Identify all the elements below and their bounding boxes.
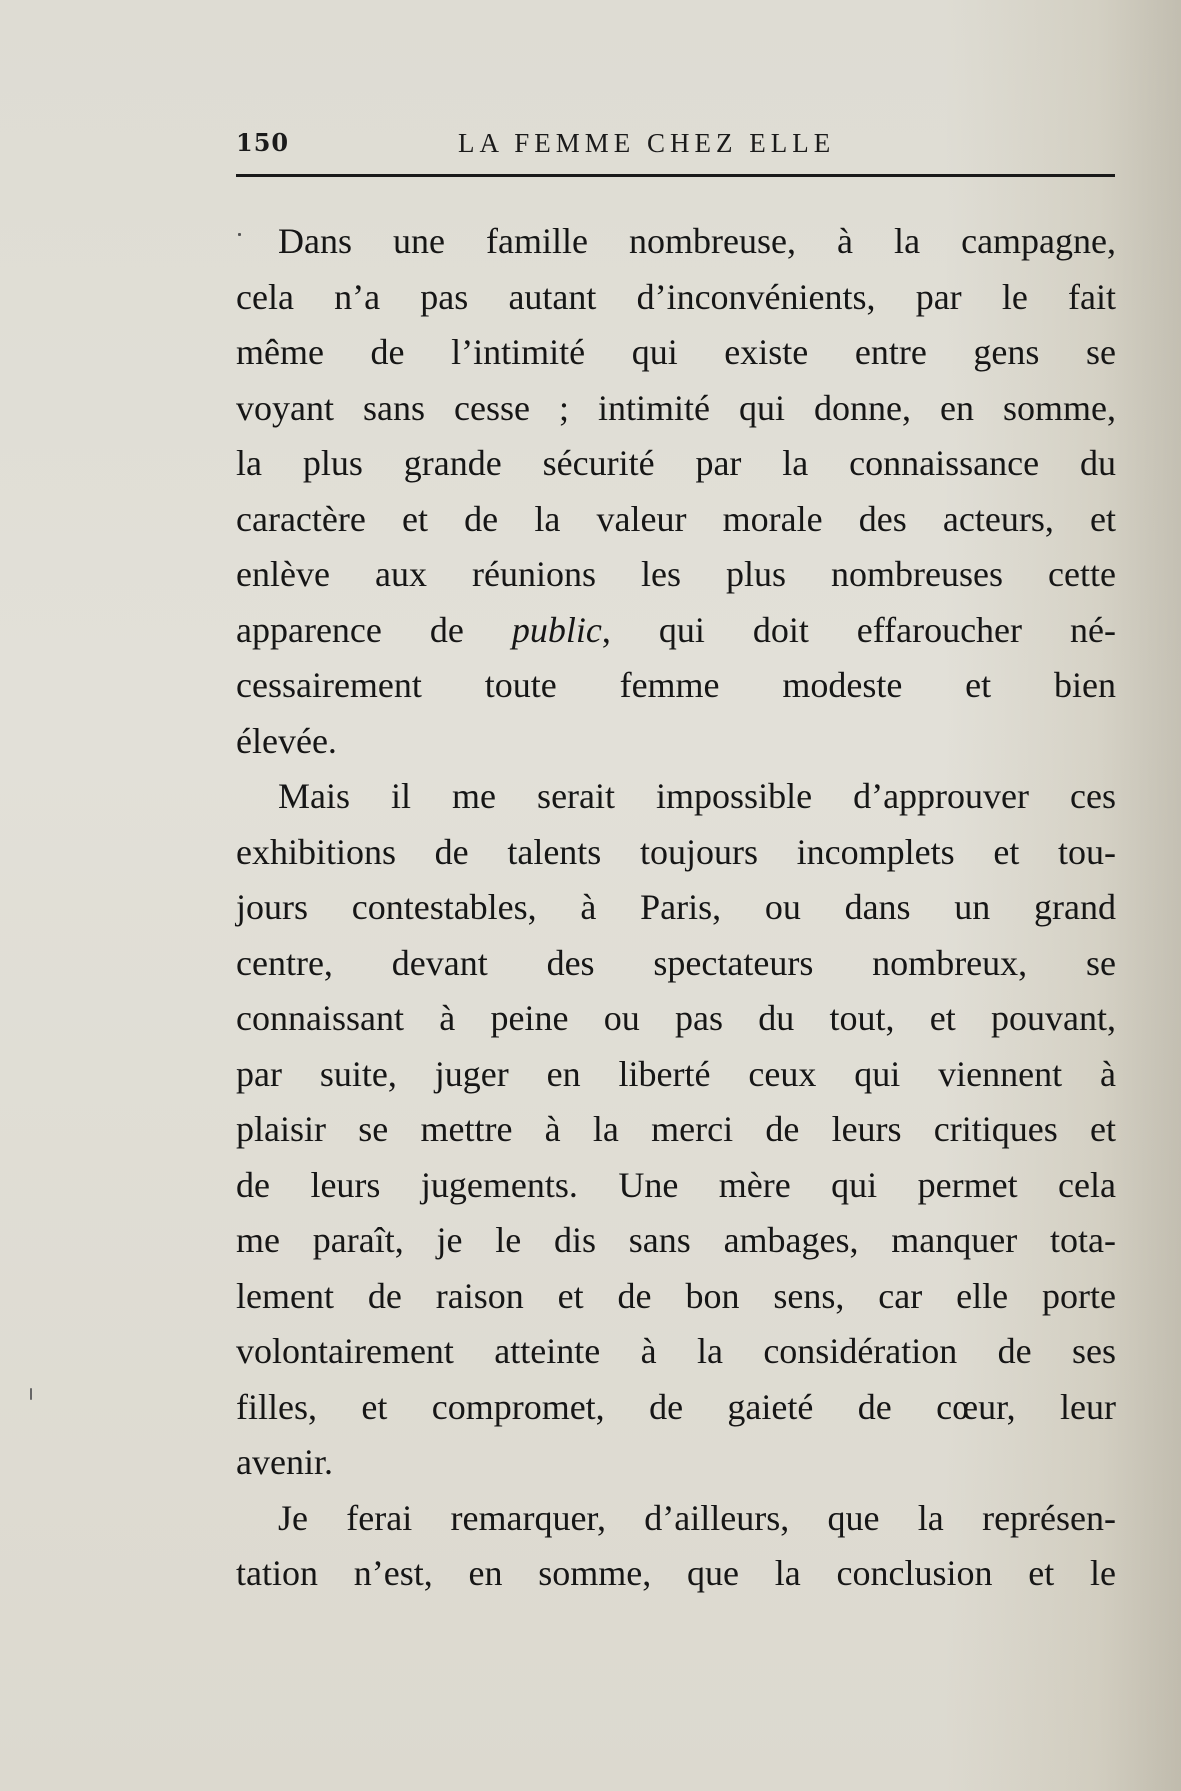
text-line: lement de raison et de bon sens, car elle porte (236, 1275, 1116, 1316)
text-line: connaissant à peine ou pas du tout, et pouvant, (236, 998, 1116, 1038)
text-line: Je ferai remarquer, d’ailleurs, que la représen- (278, 1497, 1116, 1538)
text-line: Mais il me serait impossible d’approuver ces (278, 776, 1116, 816)
text-line: volontairement atteinte à la considération de ses (236, 1331, 1116, 1371)
text-line: même de l’intimité qui existe entre gens se (236, 332, 1116, 372)
text-segment: apparence de (236, 609, 512, 650)
ink-speck (238, 233, 241, 236)
text-line: de leurs jugements. Une mère qui permet cela (236, 1164, 1116, 1205)
text-line: la plus grande sécurité par la connaissance du (236, 443, 1116, 483)
text-line: jours contestables, à Paris, ou dans un grand (236, 887, 1116, 927)
text-line: exhibitions de talents toujours incomplets et tou- (236, 831, 1116, 872)
header-rule (236, 174, 1115, 177)
text-line: filles, et compromet, de gaieté de cœur, leur (236, 1386, 1116, 1427)
running-head (236, 124, 1116, 164)
italic-word: public (511, 609, 602, 650)
text-line: par suite, juger en liberté ceux qui viennent à (236, 1053, 1116, 1094)
text-line: avenir. (236, 1442, 333, 1482)
text-line: enlève aux réunions les plus nombreuses cette (236, 554, 1116, 594)
body-text (236, 214, 1116, 1602)
text-line: me paraît, je le dis sans ambages, manquer tota- (236, 1220, 1116, 1260)
text-segment: , qui doit effaroucher né- (601, 609, 1116, 650)
text-line: cela n’a pas autant d’inconvénients, par le fait (236, 276, 1116, 317)
margin-mark (30, 1388, 32, 1400)
text-line: centre, devant des spectateurs nombreux, se (236, 942, 1116, 983)
text-line: voyant sans cesse ; intimité qui donne, en somme, (236, 387, 1116, 428)
text-line: caractère et de la valeur morale des acteurs, et (236, 498, 1116, 539)
text-line: plaisir se mettre à la merci de leurs critiques et (236, 1109, 1116, 1149)
text-line: cessairement toute femme modeste et bien (236, 665, 1116, 705)
text-line: Dans une famille nombreuse, à la campagne, (278, 221, 1116, 261)
running-title: LA FEMME CHEZ ELLE (458, 128, 836, 158)
text-line: élevée. (236, 720, 337, 761)
text-line (236, 603, 1116, 659)
page-number: 150 (236, 128, 290, 157)
text-line: tation n’est, en somme, que la conclusion et le (236, 1553, 1116, 1593)
